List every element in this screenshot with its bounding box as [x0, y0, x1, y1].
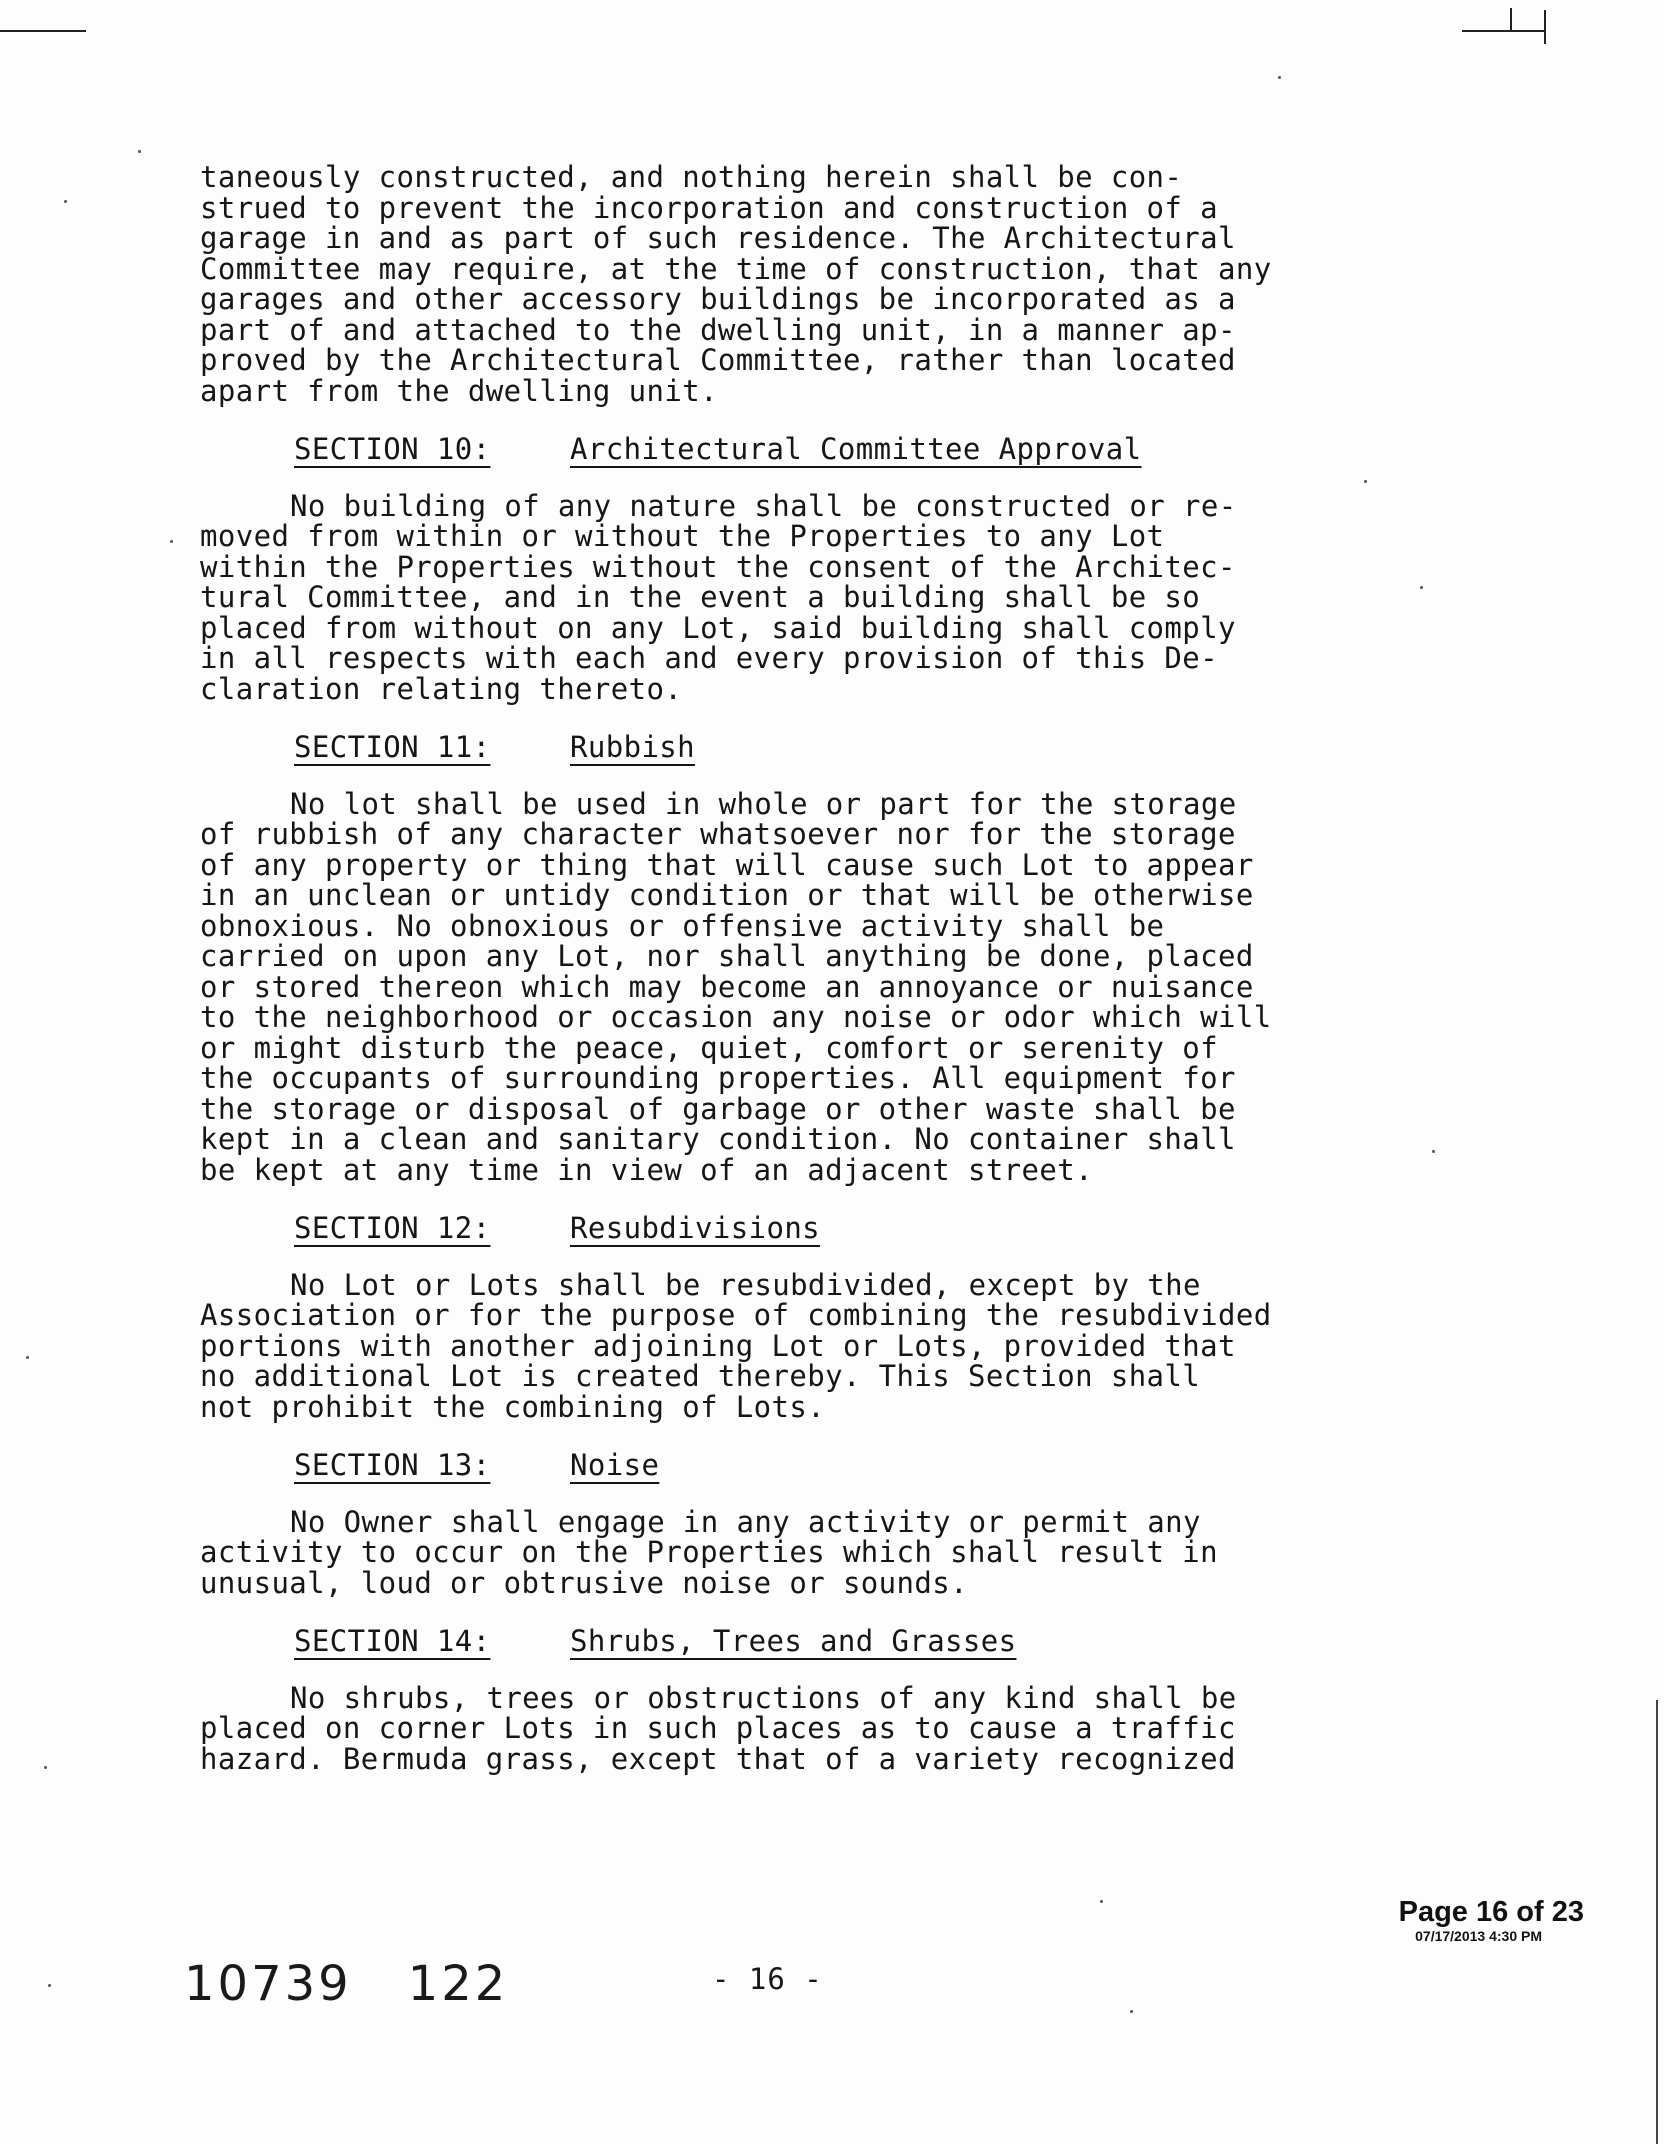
section-14-heading: [294, 1626, 1330, 1657]
scan-speck: [170, 540, 173, 543]
section-10-heading: [294, 434, 1330, 465]
scan-speck: [1278, 76, 1281, 79]
section-title: Resubdivisions: [570, 1211, 821, 1245]
section-number: SECTION 12:: [294, 1211, 491, 1245]
scan-edge-tick-1: [1510, 8, 1512, 30]
page-count-stamp: [1399, 1896, 1584, 1944]
scan-speck: [44, 1766, 47, 1769]
section-10-paragraph: No building of any nature shall be constructed or re- moved from within or without the Properties to any Lot within the Properties without the consent of the Architec- tural Committee, and in the event a building shall be so placed from without on any Lot, said building shall comply in all respects with each and every provision of this De- claration relating thereto.: [200, 488, 1237, 706]
section-number: SECTION 14:: [294, 1624, 491, 1658]
document-body: [200, 162, 1330, 1774]
paragraph-continuation: taneously constructed, and nothing herein shall be con- strued to prevent the incorporation and construction of a garage in and as part of such residence. The Architectural Committee may require, at the time of construction, that any garages and other accessory buildings be incorporated as a part of and attached to the dwelling unit, in a manner ap- proved by the Architectural Committee, rather than located apart from the dwelling unit.: [200, 160, 1272, 408]
scan-speck: [1432, 1150, 1435, 1153]
recording-book-number: 10739: [184, 1956, 352, 2012]
section-number: SECTION 11:: [294, 730, 491, 764]
section-12-heading: [294, 1213, 1330, 1244]
section-13-paragraph: No Owner shall engage in any activity or permit any activity to occur on the Properties which shall result in unusual, loud or obtrusive noise or sounds.: [200, 1504, 1218, 1600]
scan-speck: [138, 150, 141, 153]
recording-page-number: 122: [407, 1956, 509, 2012]
stamp-page-count: Page 16 of 23: [1398, 1896, 1584, 1928]
section-number: SECTION 10:: [294, 432, 491, 466]
section-title: Noise: [570, 1448, 660, 1482]
section-title: Architectural Committee Approval: [570, 432, 1142, 466]
page-number-footer: - 16 -: [712, 1962, 823, 1996]
scan-speck: [26, 1356, 29, 1359]
scan-edge-mark-right: [1462, 30, 1546, 32]
stamp-datetime: 07/17/2013 4:30 PM: [1415, 1928, 1542, 1944]
section-11-heading: [294, 732, 1330, 763]
section-14-paragraph: No shrubs, trees or obstructions of any kind shall be placed on corner Lots in such places as to cause a traffic hazard. Bermuda grass, except that of a variety recognized: [200, 1680, 1237, 1776]
section-title: Shrubs, Trees and Grasses: [570, 1624, 1017, 1658]
scan-speck: [48, 1984, 51, 1987]
scan-speck: [64, 200, 67, 203]
scan-speck: [1420, 586, 1423, 589]
scan-speck: [1364, 480, 1367, 483]
section-11-paragraph: No lot shall be used in whole or part for the storage of rubbish of any character whatsoever nor for the storage of any property or thing that will cause such Lot to appear in an unclean or untidy condition or that will be otherwise obnoxious. No obnoxious or offensive activity shall be carried on upon any Lot, nor shall anything be done, placed or stored thereon which may become an annoyance or nuisance to the neighborhood or occasion any noise or odor which will or might disturb the peace, quiet, comfort or serenity of the occupants of surrounding properties. All equipment for the storage or disposal of garbage or other waste shall be kept in a clean and sanitary condition. No container shall be kept at any time in view of an adjacent street.: [200, 786, 1272, 1187]
section-number: SECTION 13:: [294, 1448, 491, 1482]
section-12-paragraph: No Lot or Lots shall be resubdivided, except by the Association or for the purpose of combining the resubdivided portions with another adjoining Lot or Lots, provided that no additional Lot is created thereby. This Section shall not prohibit the combining of Lots.: [200, 1267, 1272, 1424]
scan-right-edge-line: [1656, 1700, 1658, 2144]
scan-speck: [1100, 1900, 1103, 1903]
scan-speck: [1130, 2010, 1133, 2013]
recording-book-page: [184, 1956, 508, 2012]
scan-edge-mark-left: [0, 30, 86, 32]
section-13-heading: [294, 1450, 1330, 1481]
section-title: Rubbish: [570, 730, 696, 764]
scan-edge-tick-2: [1544, 10, 1546, 44]
